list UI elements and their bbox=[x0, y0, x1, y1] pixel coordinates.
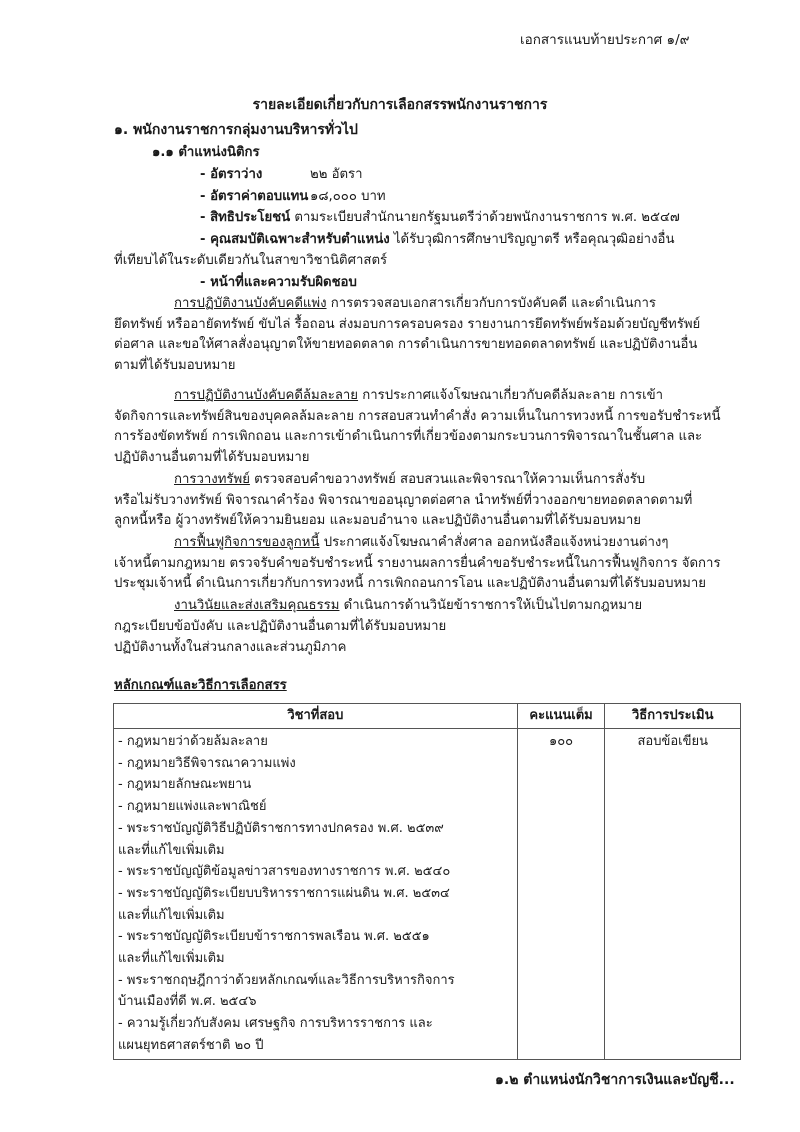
duty-discipline-ethics: งานวินัยและส่งเสริมคุณธรรม ดำเนินการด้านวินัยข้าราชการให้เป็นไปตามกฎหมาย กฎระเบียบข้อบังคับ และปฏิบัติงานอื่นตามที่ได้รับมอบหมาย bbox=[114, 598, 643, 634]
subject-item: แผนยุทธศาสตร์ชาติ ๒๐ ปี bbox=[118, 1037, 264, 1053]
duty-bankruptcy-enforcement: การปฏิบัติงานบังคับคดีล้มละลาย การประกาศแจ้งโฆษณาเกี่ยวกับคดีล้มละลาย การเข้า จัดกิจการและทรัพย์สินของบุคคลล้มละลาย การสอบสวนทำคำสั่ง ความเห็นในการทวงหนี้ การขอรับชำระหนี้ การร้องขัดทรัพย์ การเพิกถอน และการเข้าดำเนินการที่เกี่ยวข้องตามกระบวนการพิจารณาในชั้นศาล และ ปฏิบัติงานอื่นตามที่ได้รับมอบหมาย bbox=[114, 388, 721, 465]
section-heading: ๑. พนักงานราชการกลุ่มงานบริหารทั่วไป bbox=[114, 122, 358, 138]
subject-item: - กฎหมายแพ่งและพาณิชย์ bbox=[118, 799, 267, 815]
subject-item: บ้านเมืองที่ดี พ.ศ. ๒๕๔๖ bbox=[118, 994, 257, 1010]
duty-title: การฟื้นฟูกิจการของลูกหนี้ bbox=[174, 535, 320, 550]
subjects-cell bbox=[114, 729, 518, 1060]
table-header-row bbox=[114, 704, 741, 729]
subject-item: - พระราชบัญญัติวิธีปฏิบัติราชการทางปกครอง พ.ศ. ๒๕๓๙ bbox=[118, 820, 444, 836]
subject-item: - ความรู้เกี่ยวกับสังคม เศรษฐกิจ การบริหารราชการ และ bbox=[118, 1016, 433, 1032]
duty-title: การวางทรัพย์ bbox=[174, 472, 250, 487]
subject-item: - พระราชบัญญัติระเบียบข้าราชการพลเรือน พ.ศ. ๒๕๕๑ bbox=[118, 929, 430, 945]
benefits-row bbox=[200, 208, 680, 228]
subject-item: - พระราชกฤษฎีกาว่าด้วยหลักเกณฑ์และวิธีการบริหารกิจการ bbox=[118, 972, 455, 988]
benefits-value: ตามระเบียบสำนักนายกรัฐมนตรีว่าด้วยพนักงานราชการ พ.ศ. ๒๕๔๗ bbox=[294, 210, 680, 225]
qualification-row bbox=[200, 230, 674, 250]
duty-title: การปฏิบัติงานบังคับคดีแพ่ง bbox=[174, 296, 327, 311]
vacancy-value: ๒๒ อัตรา bbox=[310, 167, 363, 182]
salary-value: ๑๘,๐๐๐ บาท bbox=[310, 189, 386, 204]
subject-item: - พระราชบัญญัติข้อมูลข่าวสารของทางราชการ พ.ศ. ๒๕๔๐ bbox=[118, 864, 451, 880]
vacancy-label: - อัตราว่าง bbox=[200, 167, 263, 182]
column-header-method: วิธีการประเมิน bbox=[605, 704, 741, 729]
salary-label: - อัตราค่าตอบแทน bbox=[200, 189, 309, 204]
continuation-note: ๑.๒ ตำแหน่งนักวิชาการเงินและบัญชี... bbox=[495, 1072, 735, 1088]
attachment-reference: เอกสารแนบท้ายประกาศ ๑/๙ bbox=[520, 32, 690, 48]
duty-civil-enforcement: การปฏิบัติงานบังคับคดีแพ่ง การตรวจสอบเอกสารเกี่ยวกับการบังคับคดี และดำเนินการ ยึดทรัพย์ หรืออายัดทรัพย์ ขับไล่ รื้อถอน ส่งมอบการครอบครอง รายงานการยึดทรัพย์พร้อมด้วยบัญชีทรัพย์ ต่อศาล และขอให้ศาลสั่งอนุญาตให้ขายทอดตลาด การดำเนินการขายทอดตลาดทรัพย์ และปฏิบัติงานอื่น ตามที่ได้รับมอบหมาย bbox=[114, 296, 701, 373]
duty-title: งานวินัยและส่งเสริมคุณธรรม bbox=[174, 598, 340, 613]
selection-criteria-table bbox=[113, 703, 741, 1060]
benefits-label: - สิทธิประโยชน์ bbox=[200, 210, 291, 225]
qualification-label: - คุณสมบัติเฉพาะสำหรับตำแหน่ง bbox=[200, 232, 390, 247]
subject-item: และที่แก้ไขเพิ่มเติม bbox=[118, 951, 225, 967]
column-header-subject: วิชาที่สอบ bbox=[114, 704, 518, 729]
table-row bbox=[114, 729, 741, 1060]
qualification-value: ได้รับวุฒิการศึกษาปริญญาตรี หรือคุณวุฒิอย่างอื่น bbox=[393, 232, 675, 247]
duty-business-rehabilitation: การฟื้นฟูกิจการของลูกหนี้ ประกาศแจ้งโฆษณาคำสั่งศาล ออกหนังสือแจ้งหน่วยงานต่างๆ เจ้าหนี้ตามกฎหมาย ตรวจรับคำขอรับชำระหนี้ รายงานผลการยื่นคำขอรับชำระหนี้ในการฟื้นฟูกิจการ จัดการ ประชุมเจ้าหนี้ ดำเนินการเกี่ยวกับการทวงหนี้ การเพิกถอนการโอน และปฏิบัติงานอื่นตามที่ได้รับมอบหมาย bbox=[114, 535, 721, 592]
subject-item: - พระราชบัญญัติระเบียบบริหารราชการแผ่นดิน พ.ศ. ๒๕๓๔ bbox=[118, 885, 450, 901]
duty-asset-deposit: การวางทรัพย์ ตรวจสอบคำขอวางทรัพย์ สอบสวนและพิจารณาให้ความเห็นการสั่งรับ หรือไม่รับวางทรัพย์ พิจารณาคำร้อง พิจารณาขออนุญาตต่อศาล นำทรัพย์ที่วางออกขายทอดตลาดตามที่ ลูกหนี้หรือ ผู้วางทรัพย์ให้ความยินยอม และมอบอำนาจ และปฏิบัติงานอื่นตามที่ได้รับมอบหมาย bbox=[114, 472, 693, 529]
subject-item: และที่แก้ไขเพิ่มเติม bbox=[118, 907, 225, 923]
method-cell: สอบข้อเขียน bbox=[605, 729, 741, 1060]
work-location: ปฏิบัติงานทั้งในส่วนกลางและส่วนภูมิภาค bbox=[114, 640, 347, 655]
subject-item: - กฎหมายว่าด้วยล้มละลาย bbox=[118, 734, 268, 749]
subject-item: - กฎหมายวิธีพิจารณาความแพ่ง bbox=[118, 755, 296, 771]
qualification-value-continued: ที่เทียบได้ในระดับเดียวกันในสาขาวิชานิติศาสตร์ bbox=[114, 253, 388, 268]
subject-item: - กฎหมายลักษณะพยาน bbox=[118, 777, 252, 793]
full-score-cell: ๑๐๐ bbox=[517, 729, 605, 1060]
subject-item: และที่แก้ไขเพิ่มเติม bbox=[118, 842, 225, 858]
duties-label: - หน้าที่และความรับผิดชอบ bbox=[200, 275, 357, 290]
duty-title: การปฏิบัติงานบังคับคดีล้มละลาย bbox=[174, 388, 359, 403]
position-heading: ๑.๑ ตำแหน่งนิติกร bbox=[152, 145, 260, 160]
criteria-heading: หลักเกณฑ์และวิธีการเลือกสรร bbox=[114, 678, 287, 693]
page-title: รายละเอียดเกี่ยวกับการเลือกสรรพนักงานราชการ bbox=[252, 97, 548, 113]
column-header-full-score: คะแนนเต็ม bbox=[517, 704, 605, 729]
